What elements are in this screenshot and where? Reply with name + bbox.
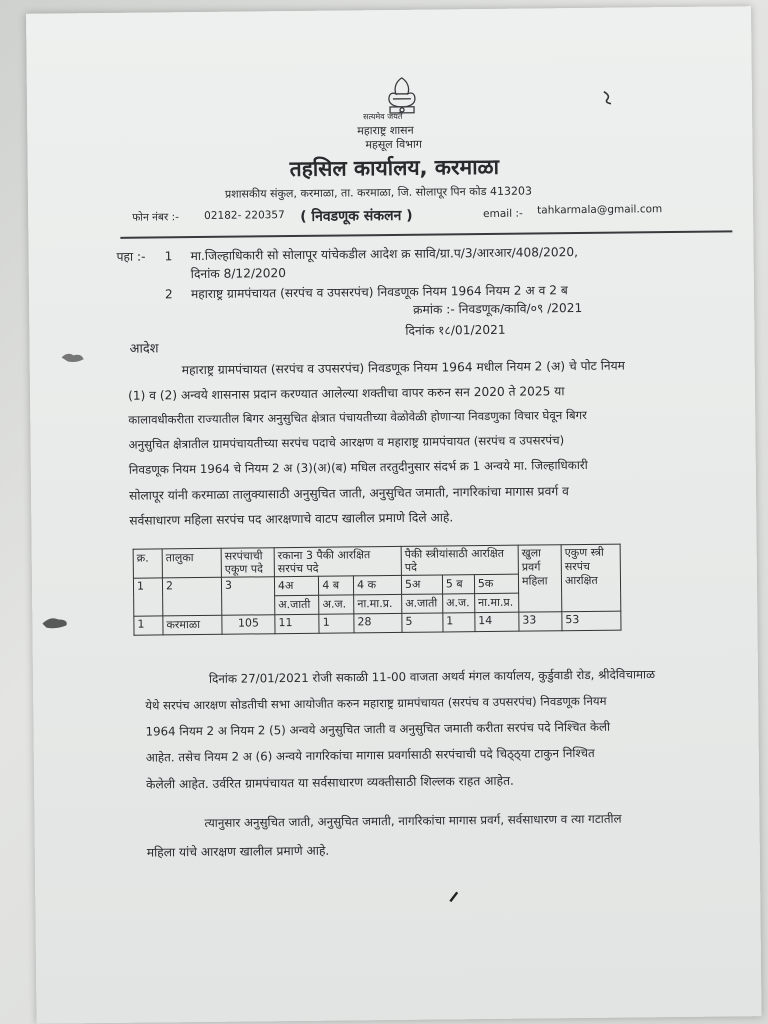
- para1-line: अनुसुचित क्षेत्रातील ग्रामपंचायतीच्या सरपंच पदाचे आरक्षण व महाराष्ट्र ग्रामपंचायत (सरपंच व उपसरपंच): [128, 433, 565, 452]
- emblem-motto: सत्यमेव जयते: [363, 111, 403, 122]
- reference-1-line-2: दिनांक 8/12/2020: [190, 266, 287, 282]
- table-cell: 53: [562, 611, 621, 631]
- table-cell: 1: [133, 578, 162, 616]
- table-cell: 28: [354, 614, 402, 634]
- para2-line: येथे सरपंच आरक्षण सोडतीची सभा आयोजीत करुन महाराष्ट्र ग्रामपंचायत (सरपंच व उपसरपंच) निवडणूक नियम: [145, 693, 607, 713]
- office-address: प्रशासकीय संकुल, करमाळा, ता. करमाळा, जि. सोलापूर पिन कोड 413203: [224, 184, 532, 201]
- para2-line: केलेली आहेत. उर्वरित ग्रामपंचायत या सर्वसाधारण व्यक्तीसाठी शिल्लक राहत आहेत.: [146, 773, 514, 792]
- ink-mark-icon: [447, 889, 461, 903]
- para1-line: (1) व (2) अन्वये शासनास प्रदान करण्यात आलेल्या शक्तीचा वापर करुन सन 2020 ते 2025 या: [127, 384, 565, 403]
- table-cell: 4 क: [354, 576, 402, 596]
- phone-label: फोन नंबर :-: [132, 211, 179, 224]
- header-divider: [120, 230, 732, 238]
- section-name: ( निवडणूक संकलन ): [300, 207, 413, 225]
- table-cell: 5: [402, 613, 443, 632]
- para2-line: 1964 नियम 2 अ नियम 2 (5) अन्वये अनुसुचित जाती व अनुसुचित जमाती करीता सरपंच पदे निश्चित केली: [145, 719, 611, 739]
- para2-line: आहेत. तसेच नियम 2 अ (6) अन्वये नागरिकांचा मागास प्रवर्गासाठी सरपंचाची पदे चिठ्ठ्या टाकुन निश्चित: [145, 745, 595, 765]
- reference-1-line-1: मा.जिल्हाधिकारी सो सोलापूर यांचेकडील आदेश क्र सावि/ग्रा.प/3/आरआर/408/2020,: [190, 245, 579, 264]
- ink-mark-icon: [601, 90, 615, 106]
- reference-label: पहा :-: [116, 249, 146, 264]
- th-sr: क्र.: [133, 549, 162, 579]
- th-open-women: खुला प्रवर्ग महिला: [518, 545, 562, 613]
- reservation-table: [133, 544, 622, 636]
- ink-blot-icon: [40, 613, 70, 631]
- table-cell: अ.ज.: [319, 595, 354, 614]
- table-cell: ना.मा.प्र.: [474, 594, 518, 613]
- table-cell: 4 ब: [319, 576, 354, 595]
- table-cell: 105: [222, 615, 275, 635]
- table-cell: 5 ब: [442, 575, 474, 594]
- order-title: आदेश: [129, 341, 159, 357]
- email-address: tahkarmala@gmail.com: [537, 203, 663, 217]
- table-cell: 1: [134, 616, 163, 635]
- table-cell: 4अ: [274, 577, 319, 596]
- table-cell: 1: [443, 613, 475, 632]
- table-cell: 33: [519, 612, 562, 631]
- table-cell: 5अ: [401, 575, 442, 594]
- table-cell: अ.जाती: [275, 596, 320, 615]
- th-reserved-posts: रकाना 3 पैकी आरक्षित सरपंच पदे: [274, 546, 401, 577]
- reference-1-number: 1: [164, 249, 173, 264]
- th-total-women: एकुण स्त्री सरपंच आरक्षित: [561, 544, 621, 612]
- table-cell: 1: [319, 614, 354, 633]
- table-cell: 14: [475, 613, 519, 632]
- table-cell: अ.जाती: [402, 594, 443, 613]
- table-cell: 5क: [474, 575, 518, 594]
- table-cell: करमाळा: [163, 616, 222, 636]
- document-sheet: [26, 6, 762, 1024]
- para1-line: महाराष्ट्र ग्रामपंचायत (सरपंच व उपसरपंच) निवडणूक नियम 1964 मधील नियम 2 (अ) चे पोट नियम: [181, 358, 626, 378]
- reference-2-number: 2: [164, 287, 173, 302]
- order-number: क्रमांक :- निवडणूक/कावि/०९ /2021: [413, 300, 583, 317]
- para1-line: कालावधीकरीता राज्यातील बिगर अनुसुचित क्षेत्रात पंचायतीच्या वेळोवेळी होणाऱ्या निवडणुका विचार घेवून बिगर: [128, 407, 587, 427]
- th-total-posts: सरपंचाची एकूण पदे: [221, 548, 274, 578]
- table-cell: 3: [221, 577, 274, 616]
- reference-2-text: महाराष्ट्र ग्रामपंचायत (सरपंच व उपसरपंच) निवडणूक नियम 1964 नियम 2 अ व 2 ब: [190, 283, 568, 302]
- para3-line: महिला यांचे आरक्षण खालील प्रमाणे आहे.: [146, 843, 330, 860]
- para1-line: निवडणूक नियम 1964 चे नियम 2 अ (3)(अ)(ब) मधिल तरतुदीनुसार संदर्भ क्र 1 अन्वये मा. जिल्हाधिकारी: [128, 457, 588, 477]
- para3-line: त्यानुसार अनुसुचित जाती, अनुसुचित जमाती, नागरिकांचा मागास प्रवर्ग, सर्वसाधारण व त्या गटातील: [204, 811, 622, 830]
- order-date: दिनांक १८/01/2021: [405, 322, 506, 338]
- email-label: email :-: [483, 207, 523, 221]
- th-taluka: तालुका: [162, 548, 221, 578]
- ink-blot-icon: [60, 349, 86, 365]
- table-cell: 11: [275, 615, 320, 634]
- office-name: तहसिल कार्यालय, करमाळा: [289, 154, 500, 182]
- para1-line: सोलापूर यांनी करमाळा तालुक्यासाठी अनुसुचित जाती, अनुसुचित जमाती, नागरिकांचा मागास प्रवर्ग व: [128, 484, 569, 503]
- department-name: महसूल विभाग: [365, 137, 423, 152]
- para1-line: सर्वसाधारण महिला सरपंच पद आरक्षणाचे वाटप खालील प्रमाणे दिले आहे.: [129, 510, 454, 528]
- table-cell: ना.मा.प्र.: [354, 595, 402, 615]
- para2-line: दिनांक 27/01/2021 रोजी सकाळी 11-00 वाजता अथर्व मंगल कार्यालय, कुर्डुवाडी रोड, श्रीदेविचामाळ: [208, 667, 656, 686]
- table-cell: 2: [162, 578, 221, 617]
- gov-name: महाराष्ट्र शासन: [357, 123, 414, 138]
- table-cell: अ.ज.: [442, 594, 474, 613]
- th-women-posts: पैकी स्त्रीयांसाठी आरक्षित पदे: [401, 545, 518, 576]
- phone-number: 02182- 220357: [204, 209, 285, 222]
